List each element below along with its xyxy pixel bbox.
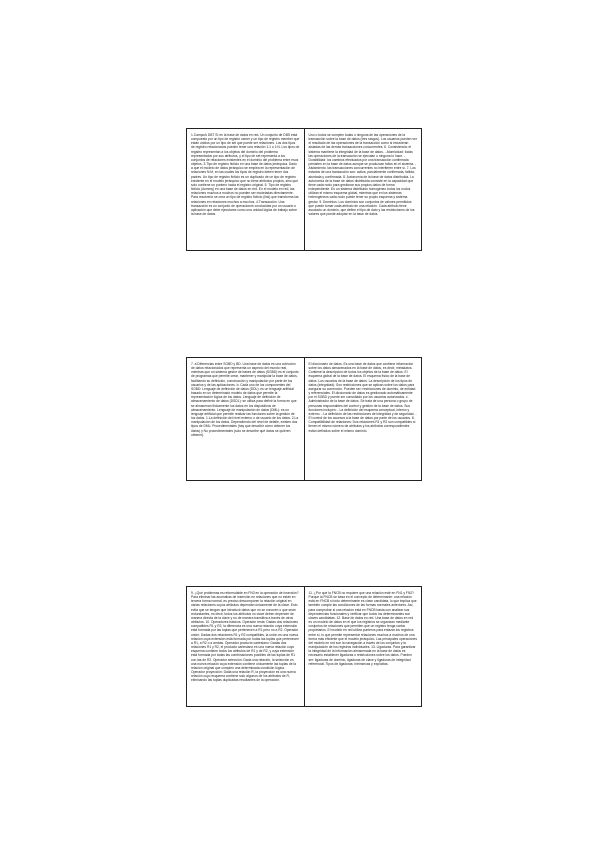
panel-2-right-column: [304, 358, 422, 480]
panel-2-right-text: El diccionario de datos. Es una base de datos que contiene información sobre los datos almacenados en la base de datos, es decir, metadatos. Contiene la descripción de todos los objetos de la base de datos. El esquema global de la base de datos. El esquema físico de la base de datos. Los usuarios de la base de datos. La descripción de los tipos de datos (integridad): Son restricciones que se aplican sobre los datos para asegurar su corrección. Pueden ser: restricciones de dominio, de entidad y referenciales. El diccionario de datos es gestionado automáticamente por el SGBD y puede ser consultado por los usuarios autorizados. c. Administrador de la base de datos. Se trata de una persona o grupo de personas responsables del control y gestión de la base de datos. Sus funciones incluyen: - La definición del esquema conceptual, interno y externo. - La definición de las restricciones de integridad y de seguridad. - El control de los accesos a la base de datos por parte de los usuarios. 8. Compatibilidad de relaciones: Dos relaciones R1 y R2 son compatibles si tienen el mismo número de atributos y los atributos correspondientes están definidos sobre el mismo dominio.: [308, 362, 417, 433]
panel-1-right-column: [304, 129, 422, 250]
notes-panel-3: [186, 586, 422, 707]
panel-3-right-text: 11. ¿Por qué la FNCB no requiere que una relación esté en FN1 y FN2? Porque la FNCB se basa en el concepto de determinante: una relación está en FNCB si todo determinante es clave candidata, lo que implica que también cumple las condiciones de las formas normales anteriores. Así, para comprobar si una relación está en FNCB basta con analizar sus dependencias funcionales y verificar que todos los determinantes son claves candidatas. 12. Base de datos en red. Una base de datos en red es un modelo de datos en el que los registros se organizan mediante conjuntos de relaciones que permiten que un registro tenga varios propietarios. El modelo en red utiliza punteros para enlazar los registros entre sí, lo que permite representar relaciones muchos a muchos de una forma más eficiente que el modelo jerárquico. Las principales operaciones del modelo en red son la navegación a través de los conjuntos y la manipulación de los registros individuales. 13. Ligaduras. Para garantizar la integridad de la información almacenada en la base de datos es necesario establecer ligaduras o restricciones sobre los datos. Pueden ser: ligaduras de dominio, ligaduras de clave y ligaduras de integridad referencial. Tipos de ligaduras: intrínsecas y explícitas.: [308, 591, 417, 666]
panel-3-left-text: 9. ¿Qué problemas es reformulable en FN3 en la operación de inserción? Para eliminar las anomalías de inserción en relaciones que no están en tercera forma normal, es preciso descomponer la relación original en varias relaciones cuyos atributos dependan únicamente de la clave. Esto evita que se tengan que introducir datos que no se conocen o que sean redundantes, es decir, todos los atributos no clave deben depender de manera directa de la clave y no de manera transitiva a través de otros atributos. 10. Operadores básicos. Operador resta: Dadas dos relaciones compatibles R1 y R2, la diferencia es una nueva relación cuya extensión está formada por las tuplas que pertenecen a R1 pero no a R2. Operador unión: Dadas dos relaciones R1 y R2 compatibles, la unión es una nueva relación cuya extensión está formada por todas las tuplas que pertenecen a R1, a R2 o a ambas. Operador producto cartesiano: Dadas dos relaciones R1 y R2, el producto cartesiano es una nueva relación cuyo esquema contiene todos los atributos de R1 y de R2, y cuya extensión está formada por todas las combinaciones posibles de las tuplas de R1 con las de R2. Operador selección: Dada una relación, la selección es una nueva relación cuya extensión contiene únicamente las tuplas de la relación original que cumplen una determinada condición lógica. Operador proyección: Dada una relación R, la proyección es una nueva relación cuyo esquema contiene solo algunos de los atributos de R, eliminando las tuplas duplicadas resultantes de la operación.: [191, 591, 299, 683]
panel-1-left-text: 1.Campo/s DBT Sí en la base de datos en red. Un conjunto de DBS está compuesto por un tipo de registro owner y un tipo de registro member que están unidos por un tipo de set que puede ser relaciones. Los dos tipos de registro relacionados pueden tener una relación 1:1 o 1:N. Los tipos de registro representan a los objetos del dominio del problema representados por sus atributos, y el tipo de set representa a los conjuntos de relaciones existentes en el dominio del problema entre esos objetos. 3.Tipo de registro ficticio en una base de datos jerárquica. Dado a que el modelo de datos jerárquico se emplea en la representación de relaciones N:M, en las cuales los tipos de registro deben tener dos padres. Un tipo de registro ficticio es un duplicado de un tipo de registro existente en el modelo jerárquico que no tiene atributos propios, sino que solo contiene un puntero hacia el registro original. 5. Tipo de registro ficticio (dummy) en una base de datos en red. En el modelo en red, las relaciones muchos a muchos no pueden ser modeladas directamente. Para resolverlo se crea un tipo de registro ficticio (link) que transforma las relaciones en relaciones muchos a muchos. 4.Transacción. Una transacción es un conjunto de operaciones conducidas por un usuario o aplicación que debe ejecutarse como una unidad lógica de trabajo sobre la base de datos.: [191, 133, 300, 216]
panel-1-left-column: [187, 129, 304, 250]
panel-3-left-column: [187, 587, 304, 706]
panel-2-left-text: 7. a.Diferencias entre SGBD y BD. Una base de datos es una colección de datos relacionados que representa un aspecto del mundo real, mientras que un sistema gestor de bases de datos (SGBD) es el conjunto de programas que permite crear, mantener y manipular la base de datos, facilitando su definición, construcción y manipulación por parte de los usuarios y de las aplicaciones. b. Cada uno de los componentes del SGBD: Lenguaje de definición de datos (DDL): es un lenguaje artificial basado en un determinado modelo de datos que permite la representación lógica de los datos. Lenguaje de definición de almacenamiento de datos (DSDL): se utiliza para definir la forma en que se almacenan físicamente los datos en los dispositivos de almacenamiento. Lenguaje de manipulación de datos (DML): es un lenguaje artificial que permite realizar las funciones sobre la gestión de los datos. 1.La definición del nivel externo o de usuario de los datos. 2.La manipulación de los datos. Dependiendo del nivel de detalle, existen dos tipos de DML: Procedimentales (hay que describir cómo obtener los datos) y No procedimentales (solo se describe qué datos se quieren obtener).: [191, 362, 299, 437]
panel-1-right-text: Uno o todos se cumplen todas o ninguna de las operaciones de la transacción sobre la base de datos (tres rasgos). Los usuarios pueden ver el resultado de las operaciones de la transacción como si estuvieran aisladas de las demás transacciones concurrentes. 6. Consistencia: el sistema mantiene la integridad de la base de datos. - Atomicidad: todas las operaciones de la transacción se ejecutan o ninguna lo hace. - Durabilidad: los cambios efectuados por una transacción confirmada persisten en la base de datos aunque se produzcan fallos en el sistema. - Aislamiento: las transacciones concurrentes no interfieren entre sí. 7. Los estados de una transacción son: activa, parcialmente confirmada, fallida, abortada y confirmada. 8. Autonomía de la base de datos distribuida. La autonomía de la base de datos distribuida consiste en la capacidad que tiene cada nodo para gestionar sus propios datos de forma independiente. En un sistema distribuido homogéneo todos los nodos utilizan el mismo esquema global, mientras que en los sistemas heterogéneos cada nodo puede tener su propio esquema y sistema gestor. 9. Dominios. Los dominios son conjuntos de valores permitidos que puede tomar cada atributo de una relación. Cada atributo tiene asociado un dominio, que define el tipo de dato y las restricciones de los valores que puede adoptar en la base de datos.: [308, 133, 417, 216]
notes-panel-1: [186, 128, 422, 251]
panel-2-left-column: [187, 358, 304, 480]
panel-3-right-column: [304, 587, 422, 706]
notes-panel-2: [186, 357, 422, 481]
